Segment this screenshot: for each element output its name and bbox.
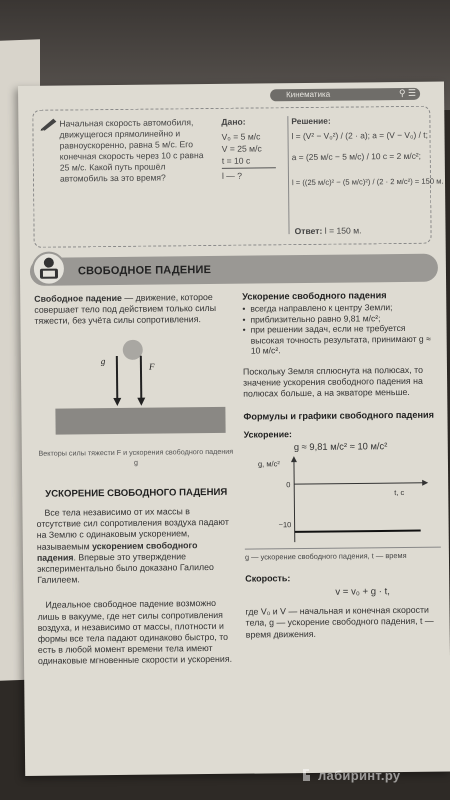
- g-vector-label: g: [100, 356, 106, 367]
- given-line: V₀ = 5 м/с: [221, 131, 261, 142]
- property-list: [242, 302, 439, 357]
- acceleration-formula: g ≈ 9,81 м/с² ≈ 10 м/с²: [293, 440, 388, 453]
- solution-line: l = (V² − V₀²) / (2 · a); a = (V − V₀) / t;: [291, 129, 428, 142]
- left-column: [34, 292, 238, 668]
- f-vector-label: F: [148, 361, 155, 372]
- column-divider: [287, 116, 289, 234]
- given-line: l — ?: [221, 170, 243, 181]
- right-title: Ускорение свободного падения: [242, 290, 387, 302]
- answer-label: Ответ:: [294, 225, 323, 237]
- list-item: • при решении задач, если не требуется высокая точность результата, принимают g ≈ 10 м/с².: [243, 323, 439, 357]
- free-fall-definition: [34, 292, 234, 327]
- definition-term: Свободное падение: [34, 292, 122, 304]
- page-header: [270, 88, 420, 102]
- header-icons: ⚲ ☰: [398, 87, 417, 99]
- given-block: [221, 116, 286, 182]
- right-column: [242, 290, 442, 641]
- force-vectors-figure: [35, 329, 236, 449]
- y-axis-arrow: [291, 456, 297, 462]
- definition-text: — движение, которое совершает тело под действием только силы тяжести, без учёта силы сопротивления.: [34, 291, 217, 326]
- solution-title: Решение:: [291, 115, 331, 127]
- y-tick-label: −10: [278, 520, 292, 530]
- paragraph: Идеальное свободное падение возможно лишь в вакууме, где нет силы сопротивления воздуха, и независимо от массы, плотности и формы все тела падают одинаково быстро, то есть в любой момент времени тела имеют одинаковые мгновенные скорости и ускорения.: [37, 598, 233, 667]
- figure-caption: Векторы силы тяжести F и ускорения свободного падения g: [38, 446, 234, 467]
- y-axis: [294, 460, 295, 542]
- subsection-title: УСКОРЕНИЕ СВОБОДНОГО ПАДЕНИЯ: [45, 486, 228, 500]
- solution-block: [291, 115, 444, 189]
- y-tick-label: 0: [286, 480, 291, 490]
- x-axis-arrow: [422, 480, 428, 486]
- chart-caption: g — ускорение свободного падения, t — время: [245, 547, 441, 562]
- book-page: [18, 82, 450, 776]
- section-banner: [30, 254, 438, 286]
- solution-line: l = ((25 м/с)² − (5 м/с)²) / (2 · 2 м/с²) = 150 м.: [291, 176, 444, 188]
- pencil-icon: [39, 117, 59, 131]
- acceleration-series-line: [295, 531, 421, 532]
- problem-box: [32, 106, 444, 248]
- paragraph-term: ускорением свободного падения: [36, 539, 198, 563]
- paragraph-text: . Впервые это утверждение экспериментально было доказано Галилео Галилеем.: [37, 551, 214, 586]
- watermark-logo-icon: [300, 767, 314, 783]
- header-title: Кинематика: [286, 89, 331, 100]
- acceleration-chart: [244, 453, 441, 547]
- x-axis: [294, 483, 424, 484]
- formulas-title: Формулы и графики свободного падения: [243, 409, 435, 422]
- x-axis-label: t, с: [394, 487, 405, 498]
- answer-value: l = 150 м.: [324, 225, 362, 236]
- given-line: t = 10 с: [221, 155, 251, 166]
- given-title: Дано:: [221, 116, 246, 127]
- paragraph: Поскольку Земля сплюснута на полюсах, то значение ускорения свободного падения на полюсах больше, а на экваторе меньше.: [242, 364, 424, 399]
- paragraph: [36, 506, 237, 587]
- speed-definition: где V₀ и V — начальная и конечная скорости тела, g — ускорение свободного падения, t — время движения.: [245, 604, 434, 640]
- solution-line: a = (25 м/с − 5 м/с) / 10 с = 2 м/с²;: [291, 150, 422, 163]
- series-layer: [295, 531, 421, 532]
- answer: [294, 225, 361, 236]
- reader-icon: [32, 252, 66, 286]
- acceleration-label: Ускорение:: [243, 429, 292, 440]
- chart-svg: [244, 453, 441, 547]
- problem-text: Начальная скорость автомобиля, движущегося прямолинейно и равноускоренно, равна 5 м/с. Его конечная скорость через 10 с равна 25 м/с. Какой путь прошёл автомобиль за это время?: [59, 117, 204, 184]
- paragraph-text: Все тела независимо от их массы в отсутствие сил сопротивления воздуха падают на Землю с одинаковым ускорением, называемым: [36, 506, 229, 552]
- watermark: лабиринт.ру: [318, 768, 401, 783]
- speed-formula: v = v₀ + g · t,: [335, 586, 391, 598]
- given-line: V = 25 м/с: [221, 143, 262, 154]
- list-item: • приблизительно равно 9,81 м/с²;: [242, 312, 438, 325]
- y-axis-label: g, м/с²: [257, 459, 280, 469]
- section-title: СВОБОДНОЕ ПАДЕНИЕ: [77, 263, 212, 278]
- list-item: • всегда направлено к центру Земли;: [242, 302, 438, 315]
- speed-label: Скорость:: [245, 573, 291, 584]
